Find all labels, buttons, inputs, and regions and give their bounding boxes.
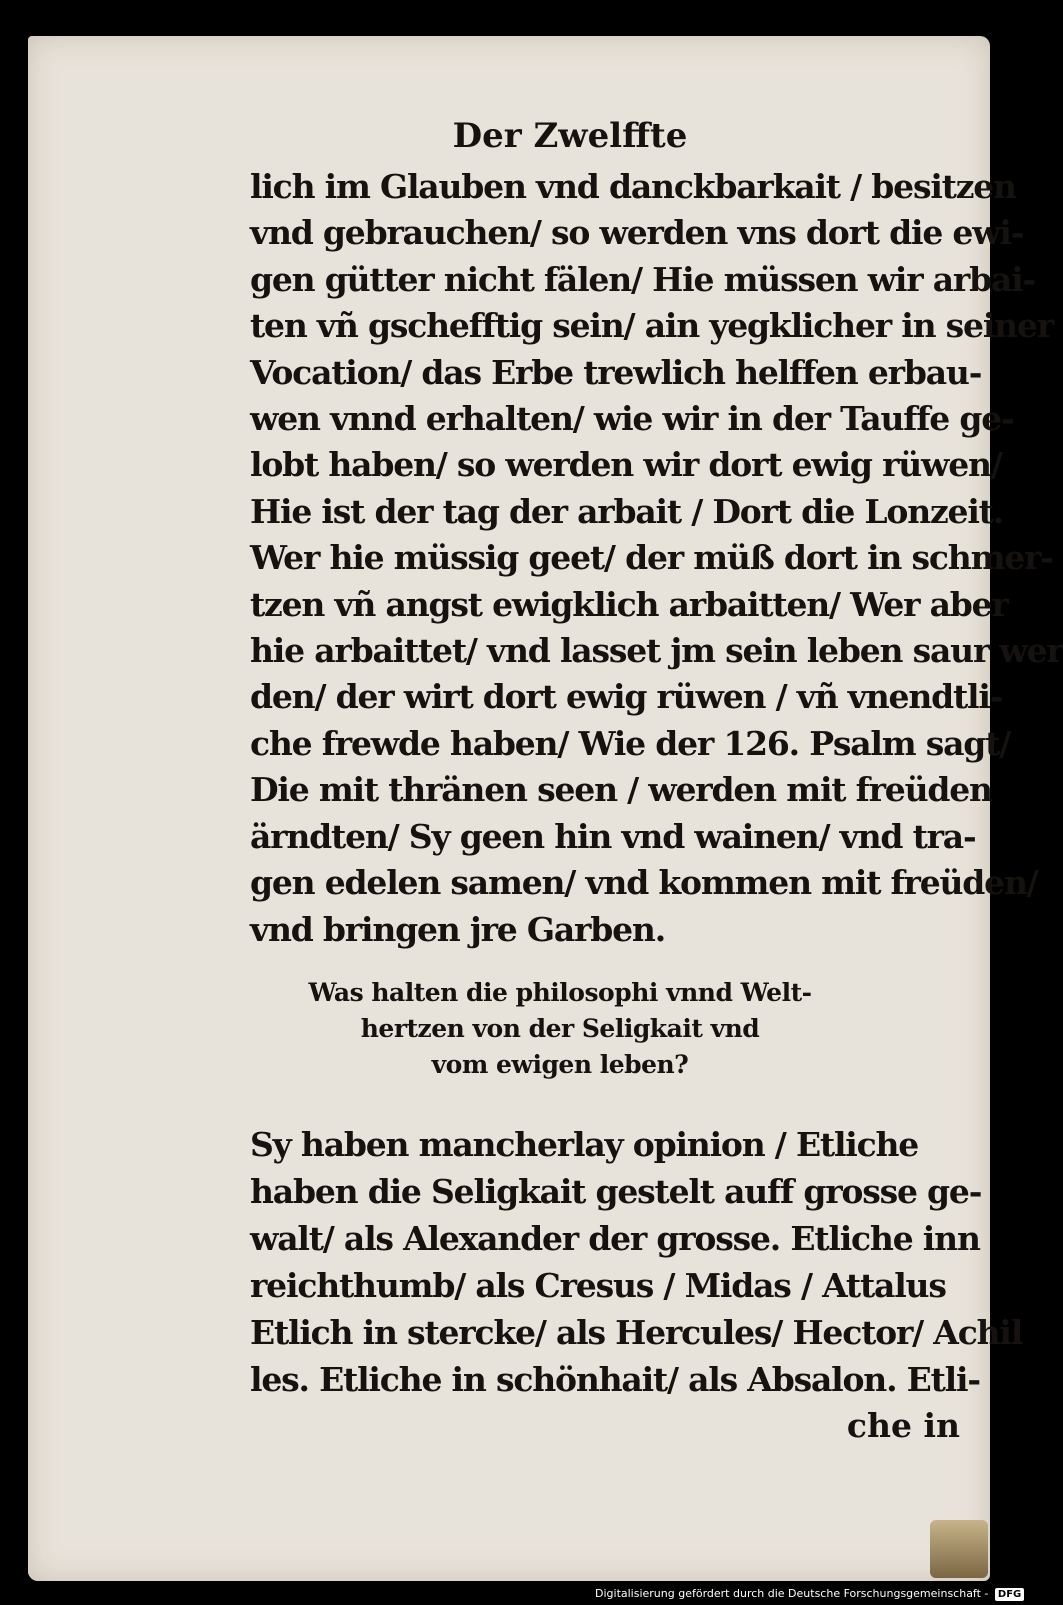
page-corner <box>930 1520 988 1578</box>
text-line: walt/ als Alexander der grosse. Etliche inn <box>250 1218 980 1258</box>
text-line: les. Etliche in schönhait/ als Absalon. Etli- <box>250 1359 980 1399</box>
paragraph-2 <box>250 1121 1023 1403</box>
text-line: haben die Seligkait gestelt auff grosse ge- <box>250 1171 982 1211</box>
text-line: ten vñ gschefftig sein/ ain yegklicher in seiner <box>250 306 1053 346</box>
footer-credit <box>595 1586 1022 1602</box>
text-line: lobt haben/ so werden wir dort ewig rüwen/ <box>250 445 1002 485</box>
dfg-logo: DFG <box>995 1588 1024 1601</box>
catchword: che in <box>846 1405 960 1445</box>
paragraph-1 <box>250 164 1063 953</box>
text-line: reichthumb/ als Cresus / Midas / Attalus <box>250 1265 946 1305</box>
text-line: Sy haben mancherlay opinion / Etliche <box>250 1124 919 1164</box>
running-head: Der Zwelffte <box>452 116 688 156</box>
text-line: lich im Glauben vnd danckbarkait / besitzen <box>250 167 1016 206</box>
text-line: vnd bringen jre Garben. <box>250 909 665 949</box>
text-line: che frewde haben/ Wie der 126. Psalm sagt/ <box>250 723 1011 763</box>
text-line: wen vnnd erhalten/ wie wir in der Tauffe ge- <box>250 399 1014 439</box>
text-line: den/ der wirt dort ewig rüwen / vñ vnendtli- <box>250 677 1003 717</box>
text-line: Wer hie müssig geet/ der müß dort in schmer- <box>250 538 1053 578</box>
text-line: gen gütter nicht fälen/ Hie müssen wir arbai- <box>250 259 1035 299</box>
heading-line: hertzen von der Seligkait vnd <box>360 1013 760 1043</box>
heading-line: Was halten die philosophi vnnd Welt- <box>308 977 812 1007</box>
page-text <box>250 110 1063 1449</box>
text-line: gen edelen samen/ vnd kommen mit freüden/ <box>250 863 1038 903</box>
text-line: Etlich in stercke/ als Hercules/ Hector/ Achil <box>250 1312 1023 1352</box>
text-line: Hie ist der tag der arbait / Dort die Lonzeit. <box>250 491 1004 531</box>
text-line: Vocation/ das Erbe trewlich helffen erbau- <box>250 352 982 392</box>
text-line: vnd gebrauchen/ so werden vns dort die ewi- <box>250 213 1024 253</box>
footer-credit-text: Digitalisierung gefördert durch die Deutsche Forschungsgemeinschaft - <box>595 1587 989 1600</box>
text-line: Die mit thränen seen / werden mit freüden <box>250 770 992 810</box>
heading-line: vom ewigen leben? <box>431 1049 689 1079</box>
section-heading <box>260 975 860 1083</box>
text-line: tzen vñ angst ewigklich arbaitten/ Wer aber <box>250 584 1008 624</box>
text-line: hie arbaittet/ vnd lasset jm sein leben saur wer <box>250 631 1063 671</box>
text-line: ärndten/ Sy geen hin vnd wainen/ vnd tra- <box>250 816 976 856</box>
